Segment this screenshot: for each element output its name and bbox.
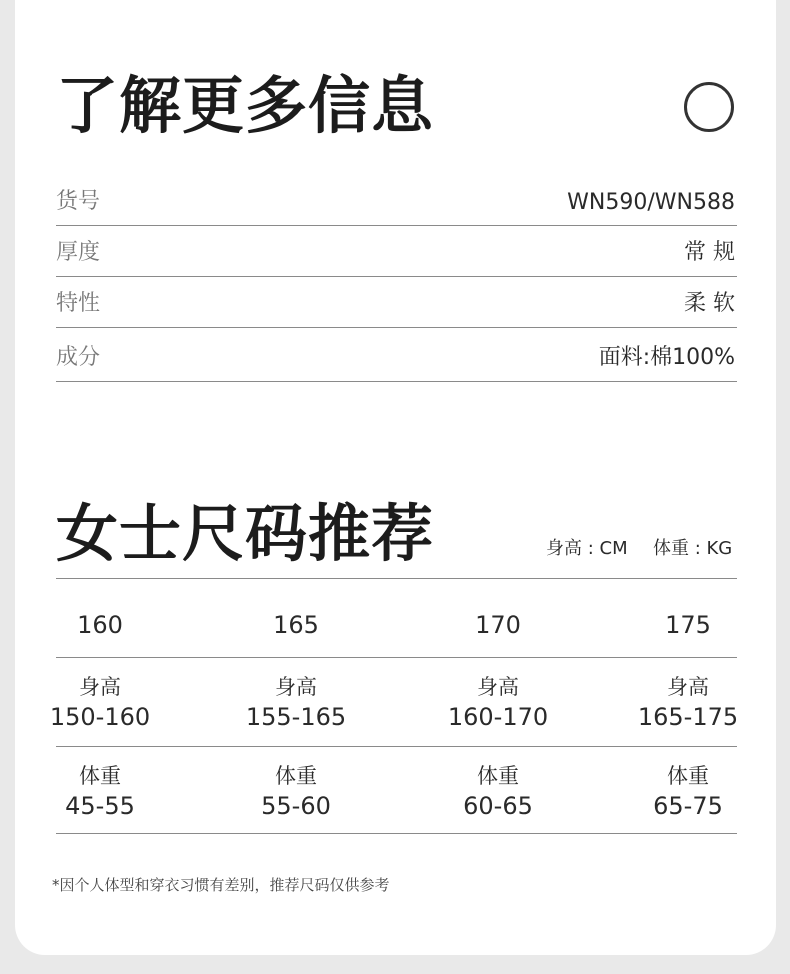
weight-cell — [15, 761, 185, 821]
info-key: 厚度 — [56, 240, 101, 265]
size-cell: 175 — [665, 611, 711, 639]
table-divider — [56, 833, 737, 834]
weight-cell — [211, 761, 381, 821]
info-row — [56, 226, 737, 277]
table-divider — [56, 578, 737, 579]
table-divider — [56, 657, 737, 658]
info-row — [56, 175, 737, 226]
height-cell — [413, 672, 583, 732]
table-divider — [56, 746, 737, 747]
height-cell — [603, 672, 773, 732]
weight-label: 体重 — [275, 764, 317, 788]
height-range: 165-175 — [637, 703, 739, 731]
height-range: 155-165 — [245, 703, 347, 731]
circle-icon — [684, 82, 734, 132]
info-value: 常 规 — [684, 240, 735, 265]
size-title: 女士尺码推荐 — [56, 497, 435, 570]
weight-range: 60-65 — [463, 792, 533, 820]
info-key: 货号 — [56, 189, 101, 214]
height-label: 身高 — [667, 675, 709, 699]
height-range: 160-170 — [447, 703, 549, 731]
size-cell: 160 — [77, 611, 123, 639]
info-value: WN590/WN588 — [567, 190, 735, 215]
weight-cell — [603, 761, 773, 821]
height-label: 身高 — [477, 675, 519, 699]
info-key: 成分 — [56, 345, 101, 370]
info-title: 了解更多信息 — [56, 69, 435, 142]
weight-label: 体重 — [667, 764, 709, 788]
weight-label: 体重 — [477, 764, 519, 788]
info-row — [56, 277, 737, 328]
disclaimer-note: *因个人体型和穿衣习惯有差别，推荐尺码仅供参考 — [52, 876, 390, 894]
weight-range: 55-60 — [261, 792, 331, 820]
weight-range: 65-75 — [653, 792, 723, 820]
weight-range: 45-55 — [65, 792, 135, 820]
weight-label: 体重 — [79, 764, 121, 788]
height-label: 身高 — [79, 675, 121, 699]
info-row — [56, 331, 737, 382]
height-cell — [211, 672, 381, 732]
info-key: 特性 — [56, 291, 101, 316]
unit-height: 身高 : CM — [546, 538, 628, 559]
info-value: 柔 软 — [684, 291, 735, 316]
size-cell: 165 — [273, 611, 319, 639]
height-cell — [15, 672, 185, 732]
unit-weight: 体重 : KG — [653, 538, 733, 559]
weight-cell — [413, 761, 583, 821]
size-cell: 170 — [475, 611, 521, 639]
info-value: 面料:棉100% — [598, 345, 735, 370]
height-label: 身高 — [275, 675, 317, 699]
height-range: 150-160 — [49, 703, 151, 731]
